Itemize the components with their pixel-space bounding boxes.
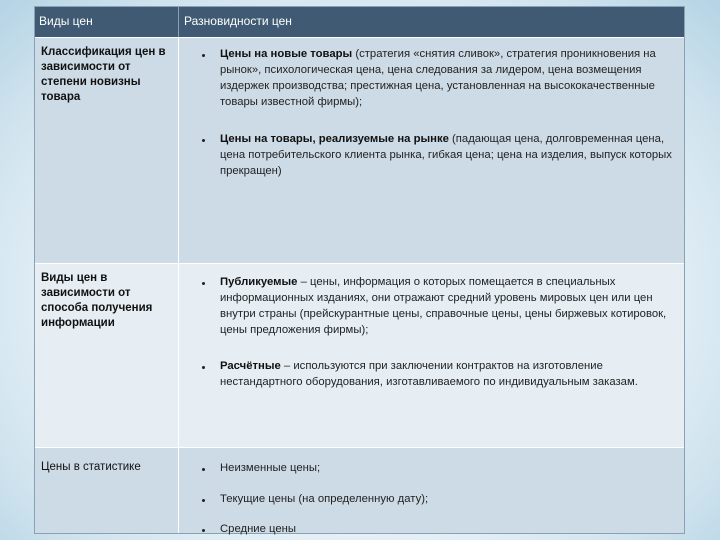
- item-term: Цены на товары, реализуемые на рынке: [220, 133, 449, 145]
- bullet-icon: [202, 139, 205, 142]
- column-divider: [178, 448, 179, 533]
- item-term: Расчётные: [220, 360, 281, 372]
- bullet-icon: [202, 282, 205, 285]
- item-term: Цены на новые товары: [220, 48, 353, 60]
- row-title: Цены в статистике: [41, 461, 141, 473]
- item-text: – используются при заключении контрактов на изготовление нестандартного оборудования, изготавливаемого по индивидуальным заказам.: [220, 360, 638, 388]
- item-text: (стратегия «снятия сливок», стратегия проникновения на рынок», психологическая цена, цена следования за лидером, цена возмещения издержек производства; престижная цена, установленная на высококачественные товары известной фирмы);: [220, 48, 656, 108]
- column-divider: [178, 264, 179, 447]
- table-row: [35, 447, 684, 533]
- list-item: [220, 521, 682, 537]
- item-text: Неизменные цены;: [220, 462, 321, 474]
- bullet-icon: [202, 529, 205, 532]
- header-col-price-varieties: Разновидности цен: [184, 14, 292, 28]
- header-col-price-types: Виды цен: [39, 14, 93, 28]
- bullet-icon: [202, 54, 205, 57]
- bullet-icon: [202, 499, 205, 502]
- item-text: (падающая цена, долговременная цена, цена потребительского клиента рынка, гибкая цена; цена на изделия, выпуск которых прекращен): [220, 133, 672, 177]
- list-item: [220, 46, 682, 110]
- table-row: [35, 37, 684, 263]
- list-item: [220, 491, 682, 507]
- column-divider: [178, 38, 179, 263]
- column-divider: [178, 7, 179, 37]
- list-item: [220, 460, 682, 476]
- bullet-icon: [202, 468, 205, 471]
- row-title: Виды цен в зависимости от способа получения информации: [41, 272, 153, 329]
- item-text: Текущие цены (на определенную дату);: [220, 493, 429, 505]
- prices-table: [34, 6, 685, 534]
- row-title: Классификация цен в зависимости от степени новизны товара: [41, 46, 166, 103]
- item-text: – цены, информация о которых помещается в специальных информационных изданиях, они отражают средний уровень мировых цен или цен внутри страны (прейскурантные цены, справочные цены, цены биржевых котировок, цены предложения фирмы);: [220, 276, 667, 336]
- item-text: Средние цены: [220, 523, 297, 535]
- item-term: Публикуемые: [220, 276, 298, 288]
- list-item: [220, 358, 682, 390]
- table-row: [35, 263, 684, 447]
- table-header: [35, 7, 684, 37]
- list-item: [220, 274, 682, 338]
- bullet-icon: [202, 366, 205, 369]
- list-item: [220, 131, 682, 179]
